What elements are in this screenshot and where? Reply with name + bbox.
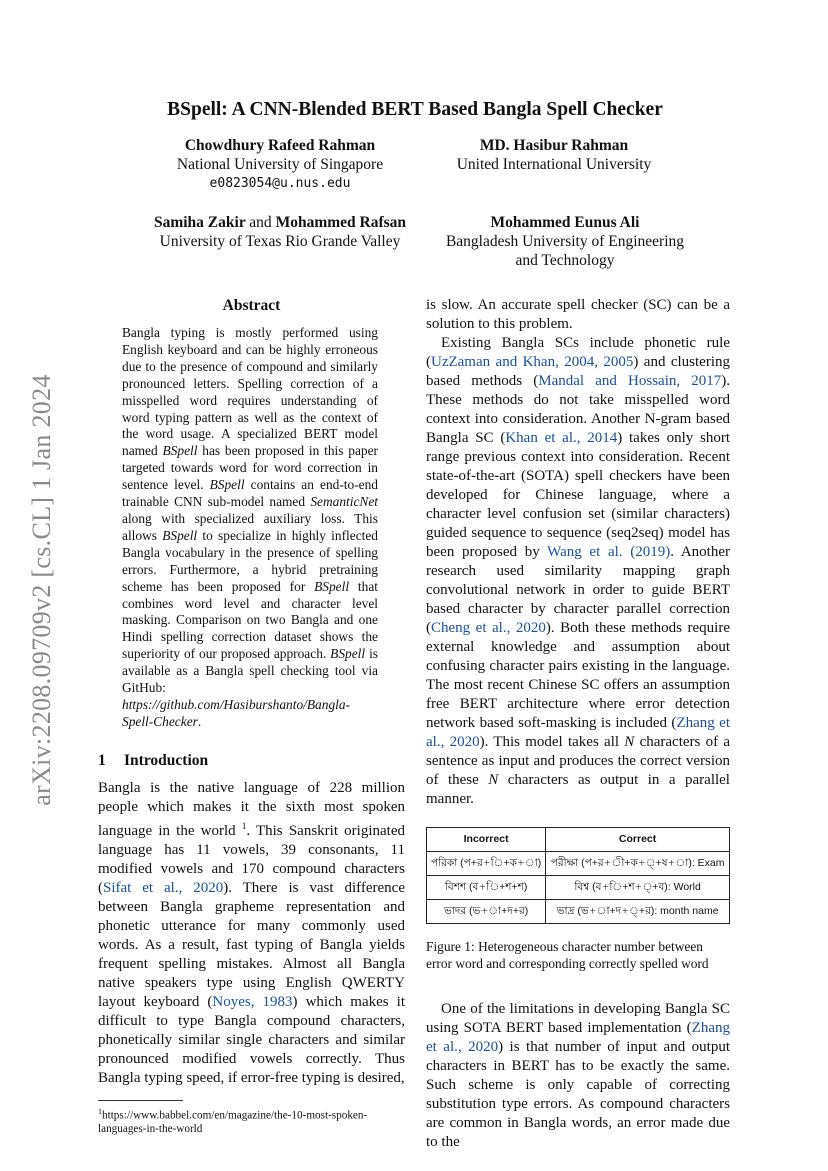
author-block-1 bbox=[160, 136, 400, 193]
author-name: MD. Hasibur Rahman bbox=[479, 137, 629, 154]
section-heading: 1 Introduction bbox=[98, 751, 209, 769]
table-cell: ভাদর (ভ+া+দ+র) bbox=[427, 900, 546, 924]
citation-link[interactable]: Noyes, 1983 bbox=[212, 993, 293, 1010]
author-affiliation: and Technology bbox=[515, 252, 615, 269]
table-cell: পরিকা (প+র+ি+ক+া) bbox=[427, 852, 546, 876]
right-column bbox=[426, 296, 730, 1152]
arxiv-stamp-text: arXiv:2208.09709v2 [cs.CL] 1 Jan 2024 bbox=[27, 374, 56, 806]
citation-link[interactable]: Wang et al. (2019) bbox=[547, 544, 671, 560]
author-name: Chowdhury Rafeed Rahman bbox=[184, 137, 376, 154]
author-name: Samiha Zakir bbox=[153, 214, 246, 231]
footnote-marker[interactable]: 1 bbox=[241, 820, 247, 831]
citation-link[interactable]: Zhang et al., 2020 bbox=[426, 715, 730, 750]
arxiv-stamp bbox=[22, 330, 62, 850]
table-header: Incorrect bbox=[427, 828, 546, 852]
table-row bbox=[427, 852, 730, 876]
author-block-2 bbox=[432, 136, 676, 174]
paragraph: One of the limitations in developing Bangla SC using SOTA BERT based implementation (Zhang et al., 2020) is that number of input and output characters in BERT has to be exactly the same. Such scheme is only capable of correcting substitution type errors. As compound characters are common in Bangla words, an error made due to the bbox=[426, 1001, 730, 1150]
citation-link[interactable]: UzZaman and Khan, 2004, 2005 bbox=[431, 354, 634, 370]
table-cell: বিশশ (ব+ি+শ+শ) bbox=[427, 876, 546, 900]
citation-link[interactable]: Mandal and Hossain, 2017 bbox=[538, 373, 722, 389]
citation-link[interactable]: Zhang et al., 2020 bbox=[426, 1020, 730, 1055]
author-affiliation: United International University bbox=[456, 156, 652, 173]
paragraph: Existing Bangla SCs include phonetic rule (UzZaman and Khan, 2004, 2005) and clustering based methods (Mandal and Hossain, 2017). These methods do not take misspelled word context into consideration. Another N-gram based Bangla SC (Khan et al., 2014) takes only short range previous context into consideration. Recent state-of-the-art (SOTA) spell checkers have been developed for Chinese language, where a character level confusion set (similar characters) guided sequence to sequence (seq2seq) model has been proposed by Wang et al. (2019). Another research used similarity mapping graph convolutional network in order to guide BERT based character by character parallel correction (Cheng et al., 2020). Both these methods require external knowledge and assumption about confusing character pairs existing in the language. The most recent Chinese SC offers an assumption free BERT architecture where error detection network based soft-masking is included (Zhang et al., 2020). This model takes all N characters of a sentence as input and produces the correct version of these N characters as output in a parallel manner. bbox=[426, 335, 731, 807]
footnote-url[interactable]: https://www.babbel.com/en/magazine/the-10-most-spoken-languages-in-the-world bbox=[98, 1109, 368, 1136]
abstract-heading: Abstract bbox=[222, 297, 281, 314]
table-cell: পরীক্ষা (প+র+ী+ক+্+ষ+া): Exam bbox=[546, 852, 730, 876]
footnote-divider bbox=[98, 1100, 183, 1101]
author-affiliation: National University of Singapore bbox=[176, 156, 384, 173]
github-link[interactable]: https://github.com/Hasiburshanto/Bangla-Spell-Checker bbox=[122, 696, 351, 729]
table-row bbox=[427, 876, 730, 900]
table-cell: বিশ্ব (ব+ি+শ+্+ব): World bbox=[546, 876, 730, 900]
author-affiliation: Bangladesh University of Engineering bbox=[445, 233, 685, 250]
author-email[interactable]: e0823054@u.nus.edu bbox=[209, 176, 351, 191]
author-block-3 bbox=[120, 213, 440, 251]
paragraph: is slow. An accurate spell checker (SC) can be a solution to this problem. bbox=[426, 297, 730, 332]
paper-title: BSpell: A CNN-Blended BERT Based Bangla Spell Checker bbox=[167, 99, 663, 120]
author-name: Mohammed Eunus Ali bbox=[490, 214, 640, 231]
footnote: $^1$https://www.babbel.com/en/magazine/the-10-most-spoken-languages-in-the-world bbox=[98, 1106, 368, 1136]
left-column bbox=[98, 296, 405, 1136]
citation-link[interactable]: Cheng et al., 2020 bbox=[431, 620, 546, 636]
figure-1-table bbox=[426, 827, 730, 924]
author-block-4 bbox=[420, 213, 710, 270]
author-name: Mohammed Rafsan bbox=[275, 214, 407, 231]
abstract-text: Bangla typing is mostly performed using English keyboard and can be highly erroneous due to the presence of compound and similarly pronounced letters. Spelling correction of a misspelled word requires understanding of word typing pattern as well as the context of the word usage. A specialized BERT model named BSpell has been proposed in this paper targeted towards word for word correction in sentence level. BSpell contains an end-to-end trainable CNN sub-model named SemanticNet along with specialized auxiliary loss. This allows BSpell to specialize in highly inflected Bangla vocabulary in the presence of spelling errors. Furthermore, a hybrid pretraining scheme has been proposed for BSpell that combines word level and character level masking. Comparison on two Bangla and one Hindi spelling correction dataset shows the superiority of our proposed approach. BSpell is available as a Bangla spell checking tool via GitHub: https://github.com/Hasiburshanto/Bangla-Spell-Checker. bbox=[122, 325, 379, 729]
author-affiliation: University of Texas Rio Grande Valley bbox=[159, 233, 401, 250]
author-joiner: and bbox=[249, 214, 272, 231]
figure-caption: Figure 1: Heterogeneous character number between error word and corresponding correctly spelled word bbox=[426, 939, 709, 971]
table-row bbox=[427, 900, 730, 924]
intro-paragraph: Bangla is the native language of 228 million people which makes it the sixth most spoken language in the world $^1$. This Sanskrit originated language has 11 vowels, 39 consonants, 11 modified vowels and 170 compound characters (Sifat et al., 2020). There is vast difference between Bangla grapheme representation and phonetic utterance for many commonly used words. As a result, fast typing of Bangla yields frequent spelling mistakes. Almost all Bangla native speakers type using English QWERTY layout keyboard (Noyes, 1983) which makes it difficult to type Bangla compound characters, phonetically similar single characters and similar pronounced modified vowels correctly. Thus Bangla typing speed, if error-free typing is desired, bbox=[98, 779, 406, 1086]
citation-link[interactable]: Khan et al., 2014 bbox=[505, 430, 618, 446]
table-cell: ভাদ্র (ভ+া+দ+্+র): month name bbox=[546, 900, 730, 924]
citation-link[interactable]: Sifat et al., 2020 bbox=[103, 879, 224, 896]
table-header: Correct bbox=[546, 828, 730, 852]
